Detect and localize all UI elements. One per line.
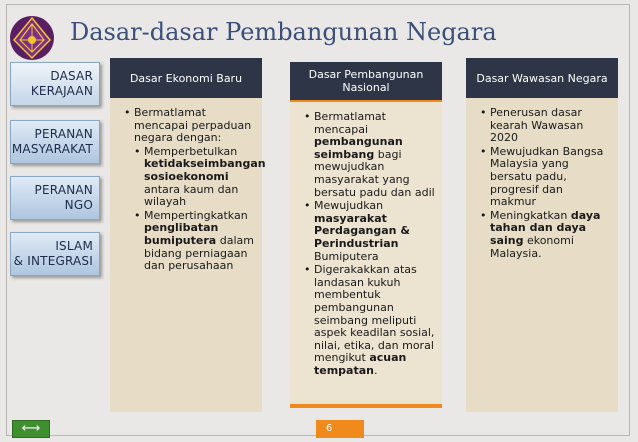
sub-bullet-item bbox=[134, 210, 256, 273]
bullet-text: Digerakakkan atas landasan kukuh membentuk pembangunan seimbang meliputi aspek keadilan sosial, nilai, etika, dan moral mengikut bbox=[314, 263, 435, 365]
bullet-text: Memperbetulkan bbox=[144, 144, 238, 158]
column-dasar-ekonomi-baru bbox=[110, 58, 266, 412]
bullet-text: dalam bidang perniagaan dan perusahaan bbox=[144, 233, 254, 273]
bullet-item bbox=[304, 200, 436, 263]
bullet-item bbox=[124, 106, 266, 273]
bullet-text: Mewujudkan Bangsa Malaysia yang bersatu padu, progresif dan makmur bbox=[490, 144, 604, 209]
bullet-emphasis: acuan tempatan bbox=[314, 351, 407, 377]
bullet-item bbox=[480, 146, 612, 209]
bullet-list bbox=[304, 111, 436, 377]
sub-bullet-list bbox=[134, 144, 266, 273]
column-dasar-pembangunan-nasional bbox=[290, 62, 442, 408]
bullet-emphasis: ketidakseimbangan sosioekonomi bbox=[144, 157, 266, 183]
university-logo-icon bbox=[6, 10, 58, 62]
bullet-text: Bumiputera bbox=[314, 249, 379, 263]
bullet-text: . bbox=[374, 363, 378, 377]
sidebar-item-peranan-ngo[interactable]: PERANAN NGO bbox=[10, 176, 100, 220]
page-title: Dasar-dasar Pembangunan Negara bbox=[70, 18, 497, 46]
bullet-text: Penerusan dasar kearah Wawasan 2020 bbox=[490, 106, 584, 145]
bullet-text: Meningkatkan bbox=[490, 208, 571, 222]
bullet-item bbox=[304, 111, 436, 199]
column-body bbox=[466, 98, 618, 412]
column-header: Dasar Wawasan Negara bbox=[466, 58, 618, 98]
bullet-text: Mewujudkan bbox=[314, 199, 384, 213]
sidebar-item-peranan-masyarakat[interactable]: PERANAN MASYARAKAT bbox=[10, 120, 100, 164]
bullet-list bbox=[124, 106, 266, 273]
bullet-emphasis: penglibatan bumiputera bbox=[144, 221, 219, 247]
sub-bullet-item bbox=[134, 144, 266, 209]
navigation-button[interactable] bbox=[12, 420, 50, 438]
bullet-item bbox=[304, 264, 436, 377]
bullet-text: antara kaum dan wilayah bbox=[144, 182, 239, 209]
bullet-text: Mempertingkatkan bbox=[144, 208, 248, 222]
sidebar-item-islam-integrasi[interactable]: ISLAM & INTEGRASI bbox=[10, 232, 100, 276]
column-body bbox=[290, 102, 442, 408]
bullet-text: Bermatlamat mencapai perpaduan negara dengan: bbox=[134, 106, 252, 145]
left-right-arrows-icon: ⟷ bbox=[21, 421, 41, 436]
bullet-emphasis: masyarakat Perdagangan & Perindustrian bbox=[314, 211, 410, 250]
bullet-list bbox=[480, 107, 612, 260]
bullet-item bbox=[480, 210, 612, 260]
column-body bbox=[110, 98, 266, 412]
page-number: 6 bbox=[316, 420, 364, 438]
column-header: Dasar Ekonomi Baru bbox=[110, 58, 262, 98]
bullet-text: Bermatlamat mencapai bbox=[314, 110, 386, 136]
column-header: Dasar Pembangunan Nasional bbox=[290, 62, 442, 102]
bullet-text: bagi mewujudkan masyarakat yang bersatu padu dan adil bbox=[314, 147, 435, 199]
bullet-text: ekonomi Malaysia. bbox=[490, 233, 574, 260]
sidebar-item-dasar-kerajaan[interactable]: DASAR KERAJAAN bbox=[10, 62, 100, 106]
bullet-emphasis: daya tahan dan daya saing bbox=[490, 208, 601, 247]
bullet-item bbox=[480, 107, 612, 145]
column-dasar-wawasan-negara bbox=[466, 58, 618, 412]
bullet-emphasis: pembangunan seimbang bbox=[314, 135, 403, 161]
